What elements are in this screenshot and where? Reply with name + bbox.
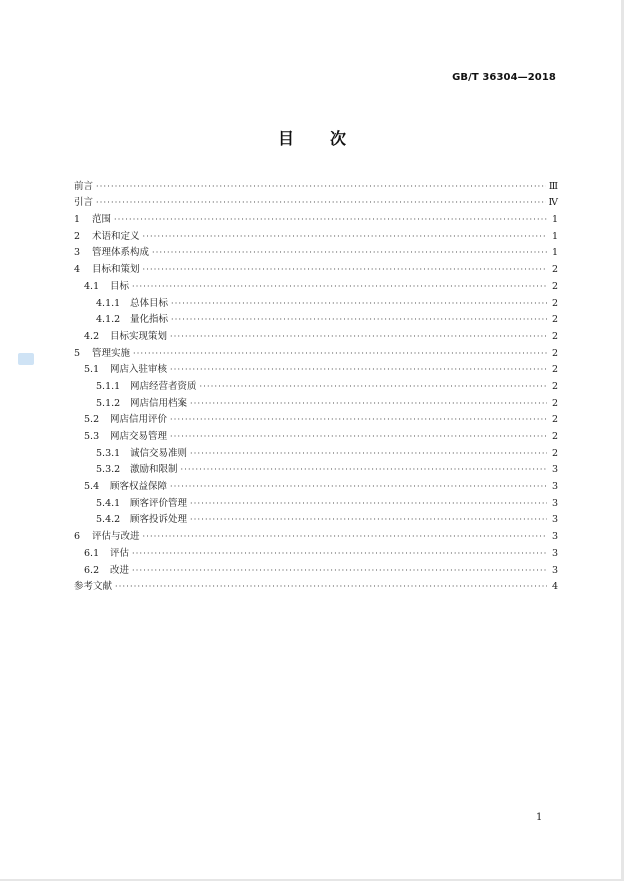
toc-entry-label: 顾客权益保障 bbox=[110, 481, 168, 493]
toc-entry[interactable] bbox=[74, 410, 558, 427]
toc-entry-page: 3 bbox=[551, 464, 558, 476]
toc-entry[interactable] bbox=[74, 560, 558, 577]
toc-entry-page: 2 bbox=[551, 431, 558, 442]
toc-entry-label: 前言 bbox=[74, 180, 94, 192]
toc-entry-label: 诚信交易准则 bbox=[130, 447, 188, 459]
toc-entry-label: 评估 bbox=[110, 547, 130, 559]
toc-entry-number: 5.4.1 bbox=[96, 497, 121, 509]
toc-leader-dots bbox=[190, 398, 547, 410]
toc-leader-dots bbox=[200, 381, 547, 393]
toc-entry-page: 3 bbox=[551, 481, 558, 493]
toc-entry[interactable] bbox=[74, 543, 558, 560]
toc-entry-number: 5.1 bbox=[84, 364, 100, 376]
toc-leader-dots bbox=[114, 214, 547, 226]
toc-entry-number: 4.1 bbox=[84, 280, 100, 292]
toc-leader-dots bbox=[96, 181, 546, 193]
toc-entry-number: 1 bbox=[74, 214, 81, 226]
toc-entry-page: 4 bbox=[551, 581, 558, 593]
toc-leader-dots bbox=[190, 448, 547, 460]
toc-entry-number: 5.2 bbox=[84, 414, 100, 426]
toc-entry-label: 网店经营者资质 bbox=[130, 380, 197, 392]
toc-leader-dots bbox=[132, 548, 547, 560]
toc-leader-dots bbox=[143, 264, 547, 276]
toc-leader-dots bbox=[115, 581, 547, 593]
title-char-right: 次 bbox=[330, 129, 347, 148]
toc-leader-dots bbox=[181, 464, 547, 476]
toc-entry-number: 3 bbox=[74, 247, 81, 259]
toc-entry[interactable] bbox=[74, 426, 558, 443]
toc-leader-dots bbox=[170, 431, 547, 443]
table-of-contents bbox=[74, 176, 558, 593]
toc-leader-dots bbox=[170, 414, 547, 426]
toc-entry[interactable] bbox=[74, 176, 558, 193]
toc-entry[interactable] bbox=[74, 360, 558, 377]
toc-entry[interactable] bbox=[74, 259, 558, 276]
toc-leader-dots bbox=[152, 247, 547, 259]
toc-leader-dots bbox=[171, 314, 547, 326]
toc-entry-number: 5 bbox=[74, 347, 81, 359]
toc-entry-number: 5.3.2 bbox=[96, 464, 121, 476]
page-title bbox=[0, 126, 624, 149]
toc-leader-dots bbox=[170, 364, 547, 376]
toc-entry-label: 引言 bbox=[74, 197, 94, 209]
toc-entry-page: Ⅲ bbox=[548, 180, 558, 192]
toc-entry[interactable] bbox=[74, 193, 558, 210]
standard-code: GB/T 36304—2018 bbox=[452, 72, 556, 83]
toc-entry-number: 5.3 bbox=[84, 431, 100, 442]
toc-entry[interactable] bbox=[74, 293, 558, 310]
toc-entry-number: 2 bbox=[74, 230, 81, 242]
toc-entry-number: 4.1.2 bbox=[96, 314, 121, 326]
toc-entry-page: 2 bbox=[551, 447, 558, 459]
toc-entry-label: 范围 bbox=[92, 214, 112, 226]
toc-leader-dots bbox=[143, 231, 547, 243]
toc-entry-number: 5.4.2 bbox=[96, 514, 121, 526]
toc-entry-label: 术语和定义 bbox=[92, 230, 140, 242]
toc-entry[interactable] bbox=[74, 343, 558, 360]
toc-entry-label: 参考文献 bbox=[74, 581, 113, 593]
toc-entry-page: 3 bbox=[551, 497, 558, 509]
toc-entry-label: 评估与改进 bbox=[92, 531, 140, 543]
toc-leader-dots bbox=[171, 298, 547, 310]
toc-entry[interactable] bbox=[74, 310, 558, 327]
toc-entry[interactable] bbox=[74, 460, 558, 477]
toc-entry-number: 5.4 bbox=[84, 481, 100, 493]
toc-leader-dots bbox=[170, 331, 547, 343]
toc-entry-page: 2 bbox=[551, 297, 558, 309]
toc-leader-dots bbox=[170, 481, 547, 493]
toc-entry-label: 目标 bbox=[110, 280, 130, 292]
toc-entry-label: 顾客评价管理 bbox=[130, 497, 188, 509]
toc-entry-label: 网店入驻审核 bbox=[110, 364, 168, 376]
toc-entry-page: 1 bbox=[551, 214, 558, 226]
page-number: 1 bbox=[536, 812, 543, 823]
toc-entry-number: 4 bbox=[74, 264, 81, 276]
toc-entry-page: 3 bbox=[551, 564, 558, 576]
toc-entry-page: 1 bbox=[551, 247, 558, 259]
toc-entry-number: 5.1.2 bbox=[96, 397, 121, 409]
toc-entry-number: 6 bbox=[74, 531, 81, 543]
toc-entry-number: 5.1.1 bbox=[96, 380, 121, 392]
title-char-left: 目 bbox=[277, 129, 294, 148]
toc-entry-label: 目标实现策划 bbox=[110, 330, 168, 342]
toc-entry-page: 3 bbox=[551, 531, 558, 543]
toc-entry-page: 2 bbox=[551, 314, 558, 326]
toc-entry[interactable] bbox=[74, 476, 558, 493]
toc-entry-label: 总体目标 bbox=[130, 297, 169, 309]
toc-entry-label: 管理实施 bbox=[92, 347, 131, 359]
toc-entry[interactable] bbox=[74, 226, 558, 243]
toc-entry[interactable] bbox=[74, 376, 558, 393]
toc-leader-dots bbox=[190, 498, 547, 510]
toc-entry[interactable] bbox=[74, 577, 558, 594]
toc-entry-page: 2 bbox=[551, 364, 558, 376]
toc-leader-dots bbox=[143, 531, 547, 543]
toc-entry-number: 4.1.1 bbox=[96, 297, 121, 309]
toc-leader-dots bbox=[96, 197, 545, 209]
toc-entry-label: 顾客投诉处理 bbox=[130, 514, 188, 526]
toc-entry-number: 6.1 bbox=[84, 547, 100, 559]
toc-entry-label: 网店信用档案 bbox=[130, 397, 188, 409]
toc-entry[interactable] bbox=[74, 443, 558, 460]
toc-entry-label: 目标和策划 bbox=[92, 264, 140, 276]
toc-entry[interactable] bbox=[74, 510, 558, 527]
toc-entry[interactable] bbox=[74, 326, 558, 343]
toc-entry[interactable] bbox=[74, 276, 558, 293]
toc-entry[interactable] bbox=[74, 493, 558, 510]
toc-entry-label: 网店信用评价 bbox=[110, 414, 168, 426]
toc-entry[interactable] bbox=[74, 243, 558, 260]
toc-entry-label: 网店交易管理 bbox=[110, 431, 168, 442]
toc-entry-number: 5.3.1 bbox=[96, 447, 121, 459]
toc-entry[interactable] bbox=[74, 526, 558, 543]
toc-entry-page: 3 bbox=[551, 514, 558, 526]
toc-entry[interactable] bbox=[74, 393, 558, 410]
toc-entry-page: Ⅳ bbox=[548, 197, 558, 209]
toc-entry-page: 2 bbox=[551, 380, 558, 392]
toc-entry[interactable] bbox=[74, 209, 558, 226]
toc-leader-dots bbox=[133, 348, 547, 360]
toc-leader-dots bbox=[132, 281, 547, 293]
side-tab-icon[interactable] bbox=[18, 353, 34, 365]
toc-entry-page: 1 bbox=[551, 230, 558, 242]
toc-entry-page: 2 bbox=[551, 264, 558, 276]
toc-entry-label: 管理体系构成 bbox=[92, 247, 150, 259]
toc-leader-dots bbox=[132, 565, 547, 577]
toc-entry-page: 2 bbox=[551, 347, 558, 359]
toc-entry-label: 量化指标 bbox=[130, 314, 169, 326]
toc-entry-page: 2 bbox=[551, 397, 558, 409]
toc-entry-label: 改进 bbox=[110, 564, 130, 576]
toc-entry-page: 2 bbox=[551, 330, 558, 342]
toc-leader-dots bbox=[190, 514, 547, 526]
toc-entry-page: 2 bbox=[551, 414, 558, 426]
toc-entry-number: 4.2 bbox=[84, 330, 100, 342]
toc-entry-label: 激励和限制 bbox=[130, 464, 178, 476]
toc-entry-page: 2 bbox=[551, 280, 558, 292]
toc-entry-number: 6.2 bbox=[84, 564, 100, 576]
toc-entry-page: 3 bbox=[551, 547, 558, 559]
